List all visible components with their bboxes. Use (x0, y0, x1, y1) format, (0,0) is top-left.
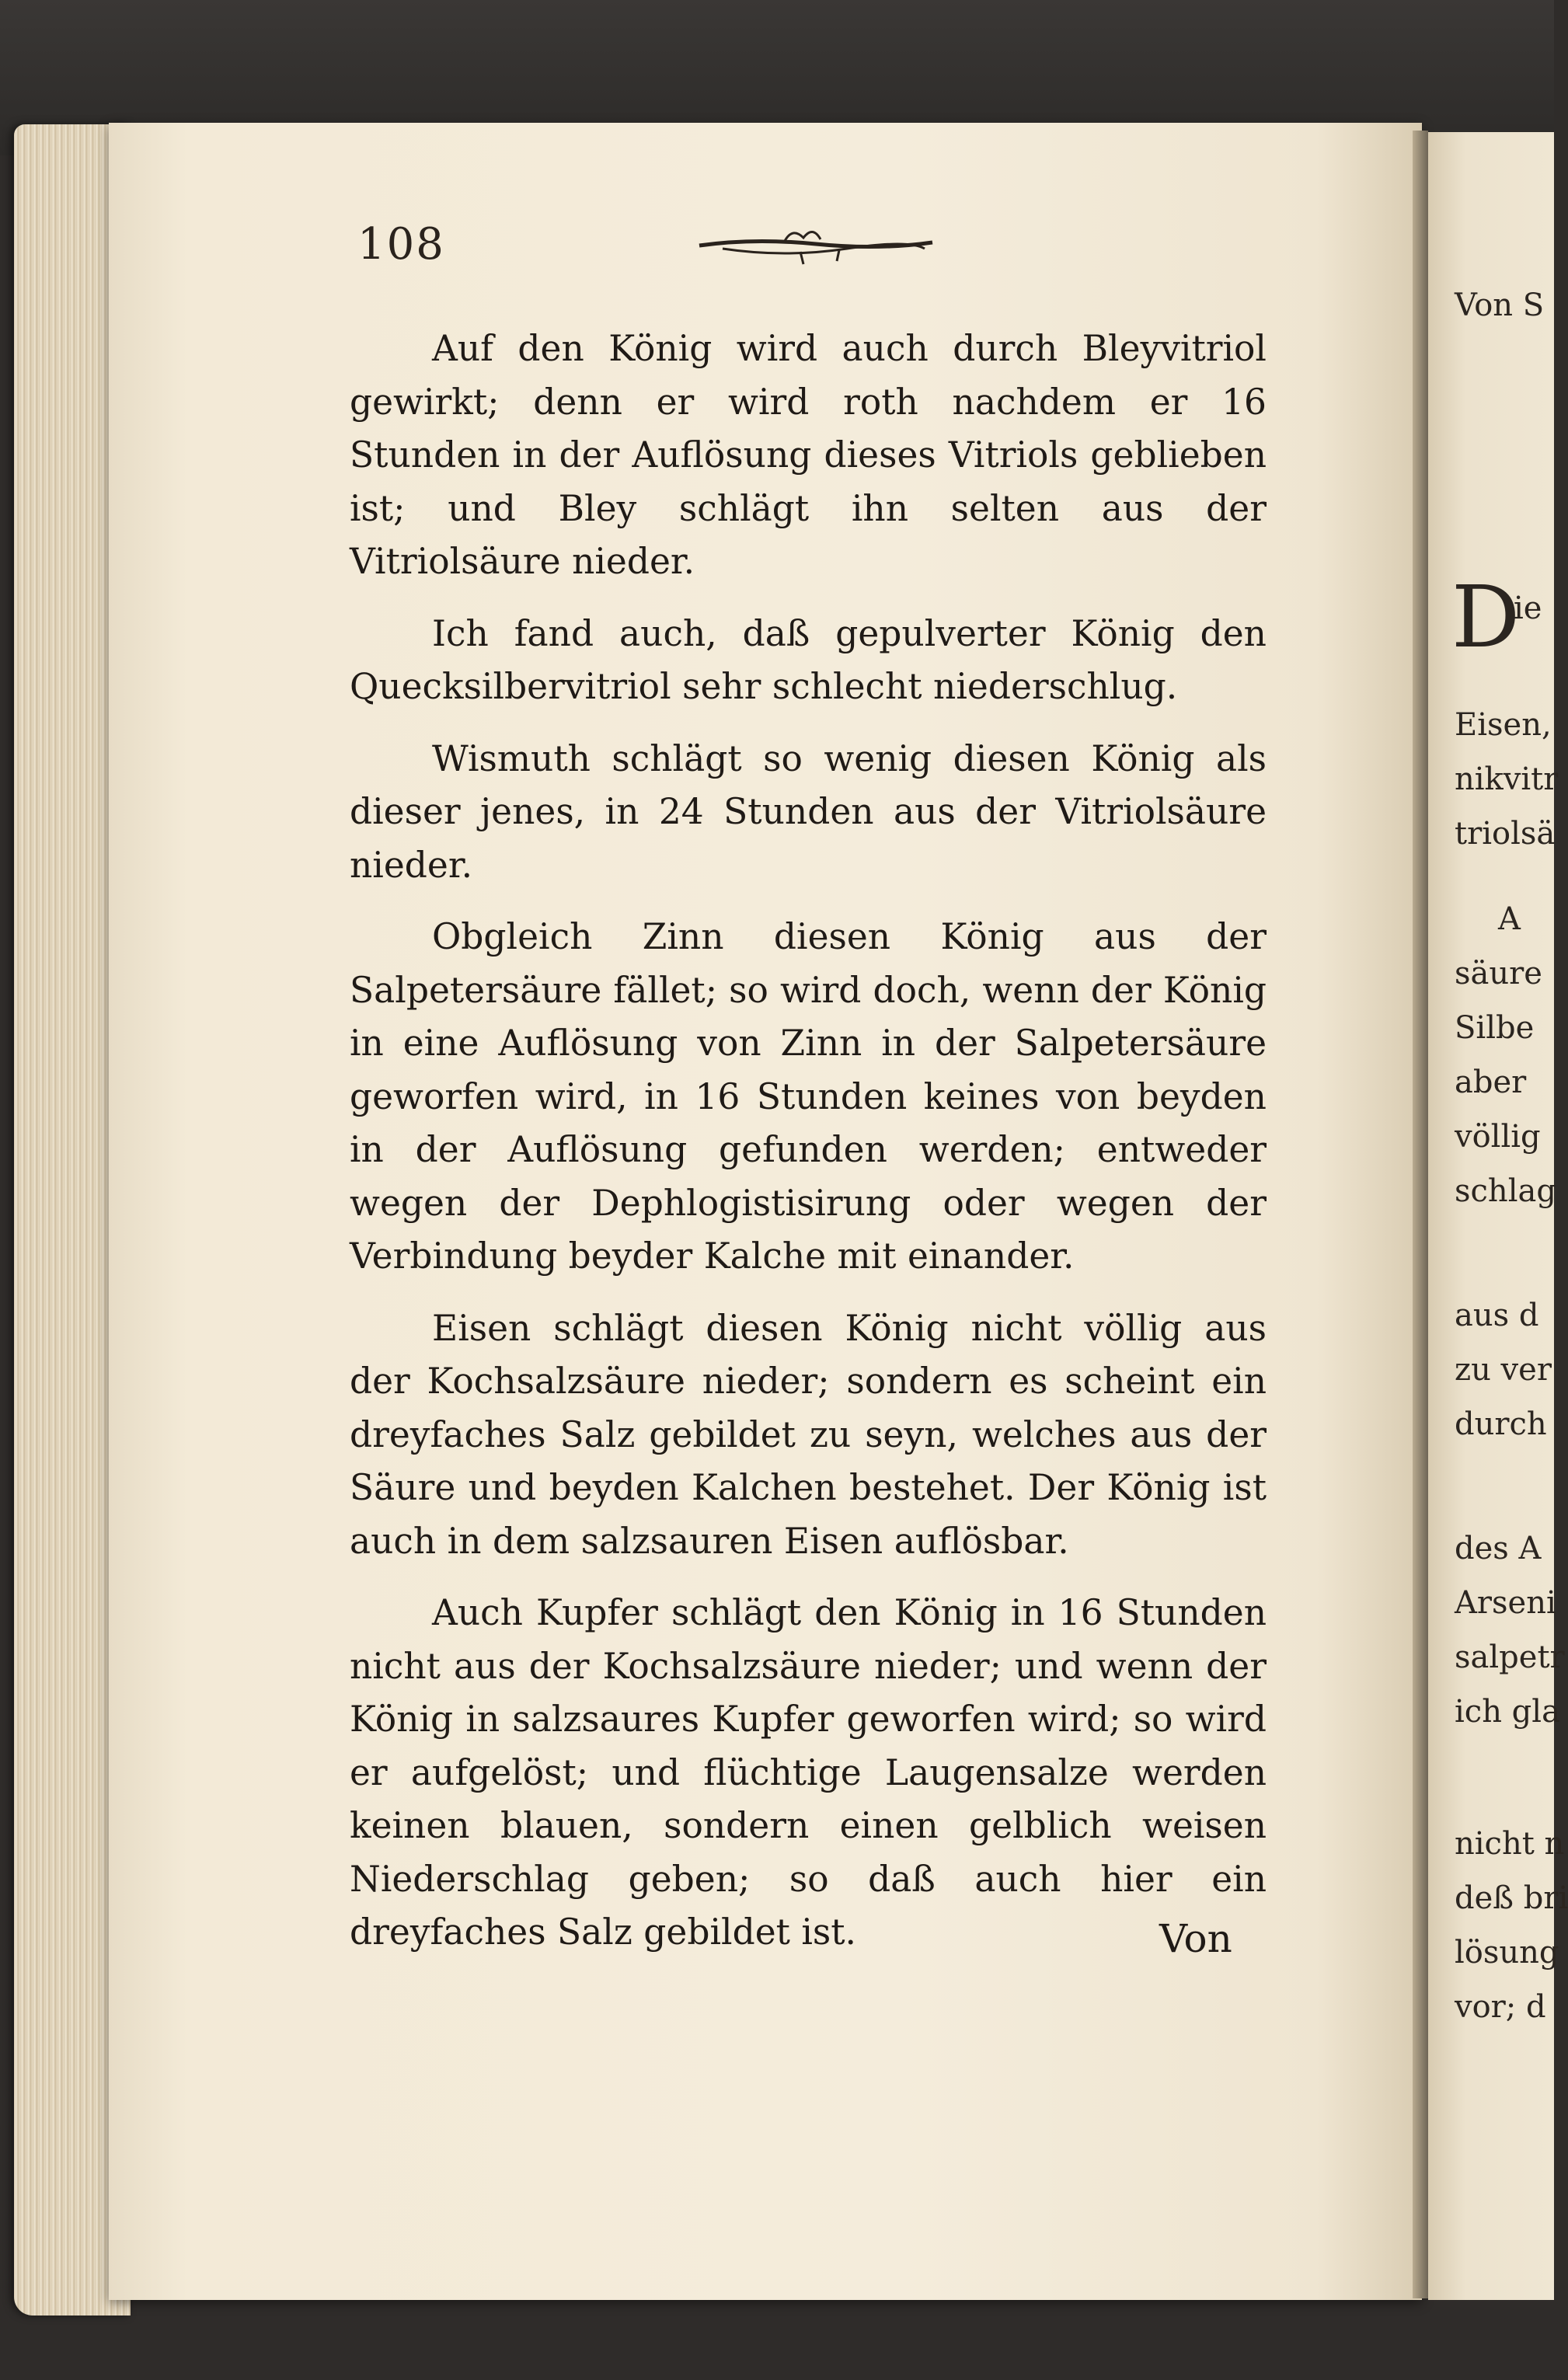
facing-fragment: säure (1455, 956, 1542, 991)
facing-fragment: D (1451, 567, 1521, 667)
book-gutter (1413, 131, 1428, 2298)
paragraph: Auch Kupfer schlägt den König in 16 Stunden nicht aus der Kochsalzsäure nieder; und wenn der König in salzsaures Kupfer geworfen wird; so wird er aufgelöst; und flüchtige Laugensalze werden keinen blauen, sondern einen gelblich weisen Niederschlag geben; so daß auch hier ein dreyfaches Salz gebildet ist. (350, 1592, 1267, 1953)
facing-fragment: des A (1455, 1531, 1542, 1566)
facing-fragment: völlig (1455, 1119, 1541, 1155)
facing-fragment: ie (1514, 591, 1542, 626)
facing-fragment: deß bri (1455, 1880, 1568, 1916)
paragraph: Ich fand auch, daß gepulverter König den Quecksilbervitriol sehr schlecht niederschlug. (350, 612, 1267, 707)
facing-fragment: ich gla (1455, 1694, 1560, 1730)
facing-fragment: Arseni (1455, 1585, 1556, 1621)
paragraph: Auf den König wird auch durch Bleyvitriol gewirkt; denn er wird roth nachdem er 16 Stunden in der Auflösung dieses Vitriols geblieben ist; und Bley schlägt ihn selten aus der Vitriolsäure nieder. (350, 328, 1267, 582)
facing-fragment: Silbe (1455, 1010, 1535, 1046)
header-ornament-icon (692, 218, 940, 272)
facing-fragment: salpetr (1455, 1640, 1565, 1675)
facing-fragment: triolsä (1455, 816, 1556, 852)
paragraph: Obgleich Zinn diesen König aus der Salpetersäure fället; so wird doch, wenn der König in eine Auflösung von Zinn in der Salpetersäure geworfen wird, in 16 Stunden keines von beyden in der Auflösung gefunden werden; entweder wegen der Dephlogistisirung oder wegen der Verbindung beyder Kalche mit einander. (350, 916, 1267, 1277)
facing-fragment: schlag (1455, 1173, 1556, 1209)
facing-fragment: nikvitr (1455, 761, 1559, 797)
facing-fragment: nicht n (1455, 1826, 1565, 1862)
facing-page (1428, 132, 1568, 2300)
paragraph: Eisen schlägt diesen König nicht völlig aus der Kochsalzsäure nieder; sondern es scheint ein dreyfaches Salz gebildet zu seyn, welches aus der Säure und beyden Kalchen bestehet. Der König ist auch in dem salzsauren Eisen auflösbar. (350, 1307, 1267, 1562)
facing-fragment: aber (1455, 1065, 1527, 1100)
page-number: 108 (357, 219, 445, 270)
body-text (350, 322, 1267, 1978)
facing-fragment: durch (1455, 1406, 1547, 1442)
facing-fragment: vor; d (1455, 1989, 1546, 2025)
facing-fragment: lösung (1455, 1935, 1559, 1971)
facing-fragment: zu ver (1455, 1352, 1552, 1388)
facing-fragment: aus d (1455, 1298, 1539, 1333)
facing-fragment: Von S (1455, 287, 1545, 323)
facing-fragment: A (1498, 901, 1521, 937)
paragraph: Wismuth schlägt so wenig diesen König als dieser jenes, in 24 Stunden aus der Vitriolsäure nieder. (350, 737, 1267, 886)
catchword: Von (1159, 1916, 1232, 1961)
facing-fragment: Eisen, (1455, 707, 1552, 743)
